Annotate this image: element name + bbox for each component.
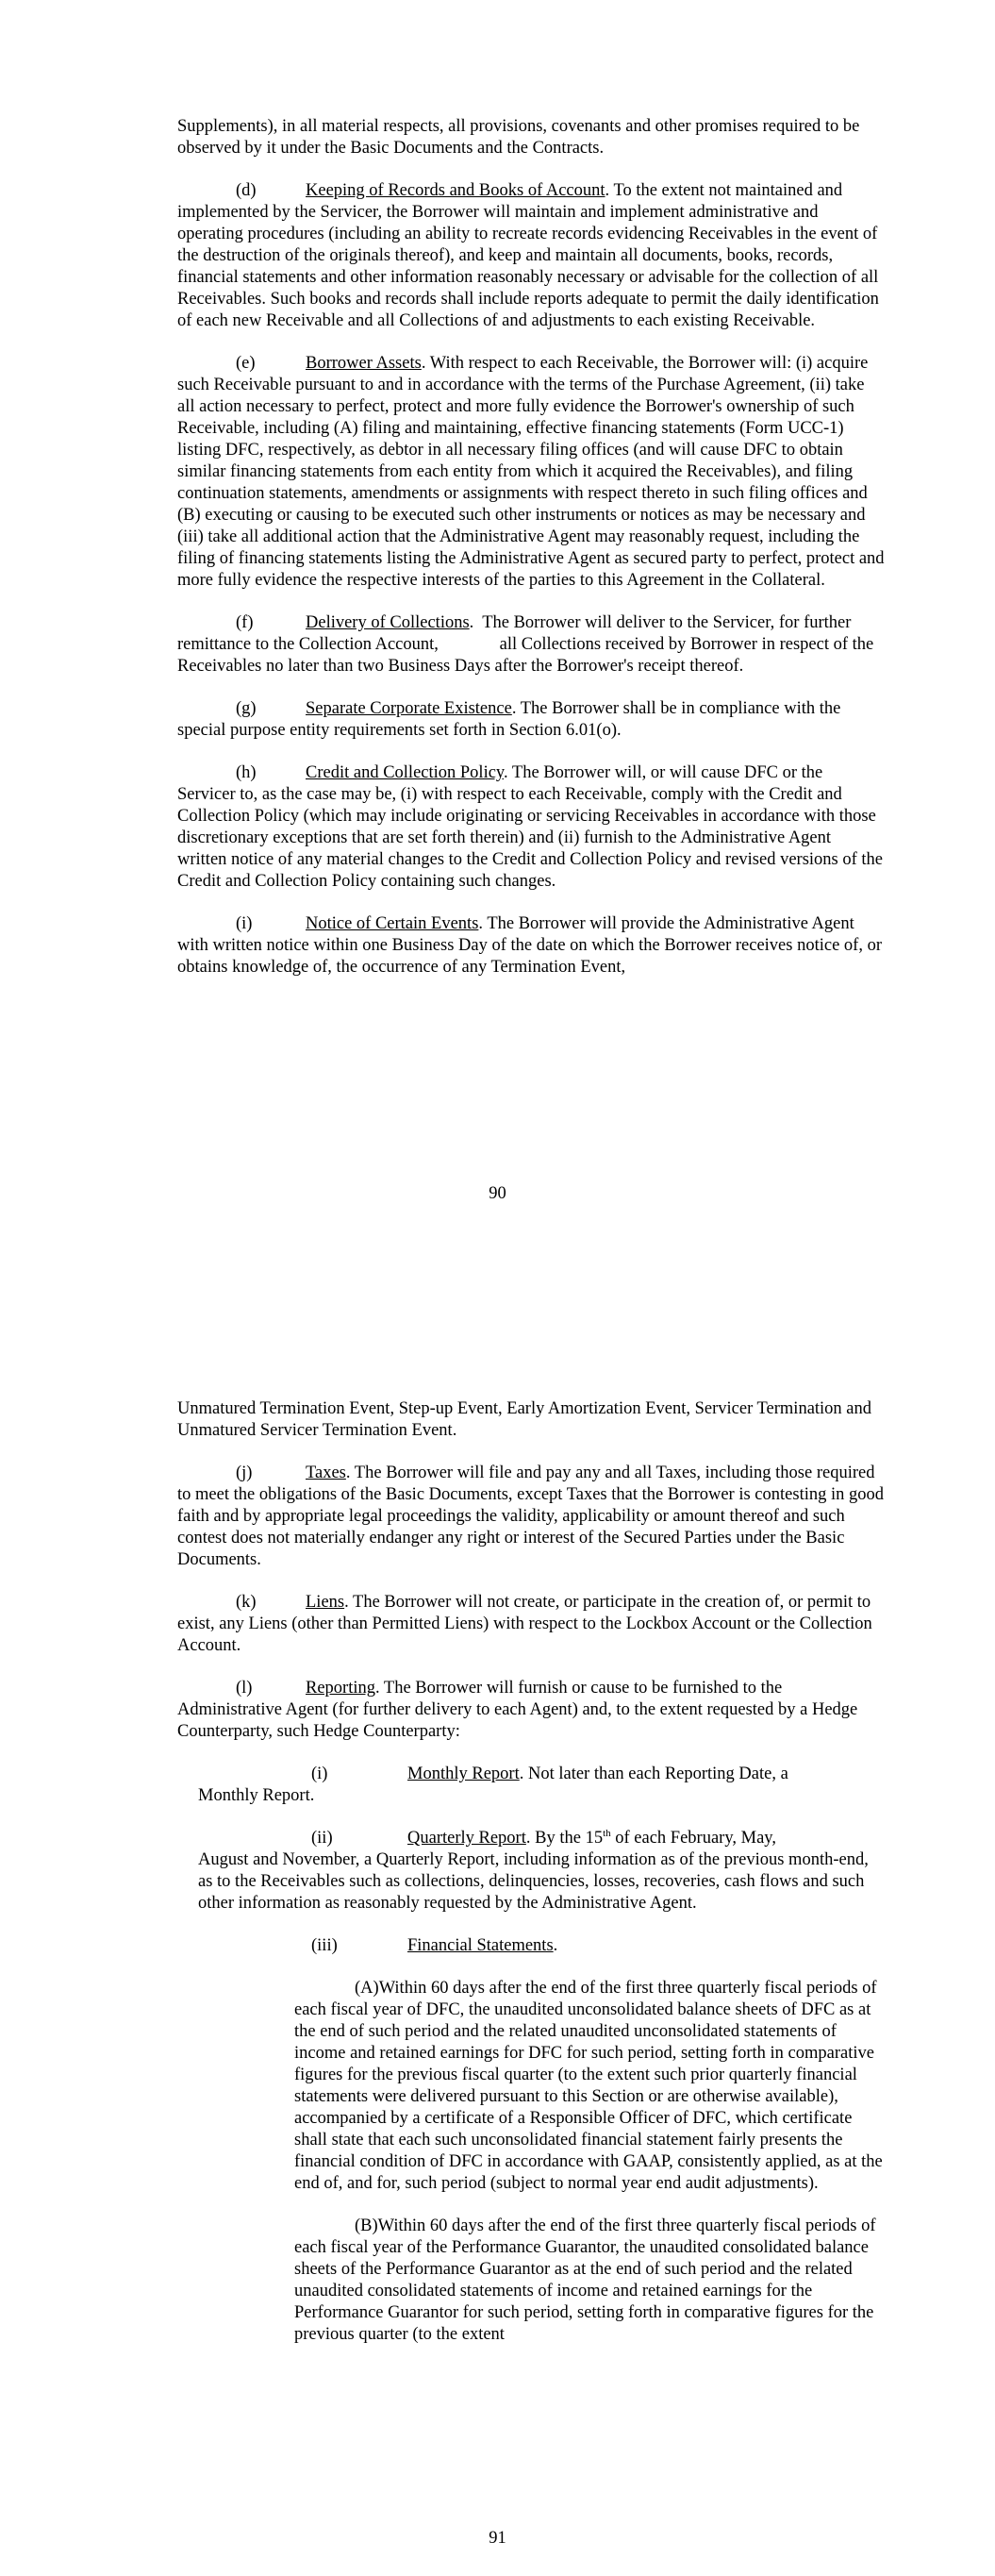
clause-B [294, 2216, 885, 2346]
paragraph-heading: Delivery of Collections [306, 613, 470, 632]
page-number: 90 [489, 1184, 506, 1203]
paragraph-text: . With respect to each Receivable, the Borrower will: (i) acquire such Receivable pursuant to and in accordance with the terms of the Purchase Agreement, (ii) take all action necessary to perfect, protect and more fully evidence the Borrower's ownership of such Receivable, including (A) filing and maintaining, effective financing statements (Form UCC-1) listing DFC, respectively, as debtor in all necessary filing offices (and will cause DFC to obtain similar financing statements from each entity from which it acquired the Receivables), and filing continuation statements, amendments or assignments with respect thereto in such filing offices and (B) executing or causing to be executed such other instruments or notices as may be necessary and (iii) take all additional action that the Administrative Agent may reasonably request, including the filing of financing statements listing the Administrative Agent as secured party to perfect, protect and more fully evidence the respective interests of the parties to this Agreement in the Collateral. [177, 354, 885, 590]
paragraph-label: (l) [236, 1679, 253, 1698]
paragraph-l [177, 1678, 885, 1743]
continuation-paragraph: Supplements), in all material respects, all provisions, covenants and other promises required to be observed by it under the Basic Documents and the Contracts. [177, 117, 860, 158]
paragraph-j [177, 1463, 885, 1571]
subparagraph-heading: Monthly Report [407, 1765, 520, 1783]
subparagraph-label: (ii) [311, 1829, 333, 1848]
paragraph-label: (d) [236, 181, 257, 200]
paragraph-text: . The Borrower will deliver to the Servicer, for further remittance to the Collection Account, all Collections received by Borrower in respect of the Receivables no later than two Business Days after the Borrower's receipt thereof. [177, 613, 878, 676]
paragraph-label: (h) [236, 763, 257, 782]
paragraph-heading: Borrower Assets [306, 354, 422, 373]
paragraph-heading: Separate Corporate Existence [306, 699, 512, 718]
paragraph-heading: Reporting [306, 1679, 375, 1698]
subparagraph-l-iii [311, 1935, 885, 1957]
subparagraph-text-continued: Monthly Report. [198, 1786, 315, 1805]
paragraph-heading: Keeping of Records and Books of Account [306, 181, 605, 200]
paragraph-k [177, 1592, 885, 1657]
clause-text: Within 60 days after the end of the first three quarterly fiscal periods of each fiscal year of DFC, the unaudited unconsolidated balance sheets of DFC as at the end of such period and the related unaudited unconsolidated statements of income and retained earnings for DFC for such period, setting forth in comparative figures for the previous fiscal quarter (to the extent such prior quarterly financial statements were delivered pursuant to this Section or are otherwise available), accompanied by a certificate of a Responsible Officer of DFC, which certificate shall state that each such unconsolidated financial statement fairly presents the financial condition of DFC in accordance with GAAP, consistently applied, as at the end of, and for, such period (subject to normal year end audit adjustments). [294, 1979, 883, 2193]
paragraph-d [177, 180, 885, 332]
page-91 [0, 1288, 995, 2576]
page-body [177, 116, 885, 999]
paragraph-i [177, 913, 885, 979]
page-body [177, 1398, 885, 2367]
paragraph-heading: Taxes [306, 1464, 346, 1482]
clause-A [294, 1978, 885, 2195]
subparagraph-text: of each February, May, [610, 1829, 776, 1848]
clause-text: Within 60 days after the end of the first three quarterly fiscal periods of each fiscal year of the Performance Guarantor, the unaudited consolidated balance sheets of the Performance Guarantor as at the end of such period and the related unaudited consolidated statements of income and retained earnings for the Performance Guarantor for such period, setting forth in comparative figures for the previous quarter (to the extent [294, 2216, 876, 2344]
clause-label: (B) [355, 2216, 378, 2235]
subparagraph-text: . By the 15 [525, 1829, 604, 1848]
subparagraph-heading: Quarterly Report [407, 1829, 526, 1848]
subparagraph-text-continued: August and November, a Quarterly Report, including information as of the previous month-end, as to the Receivables such as collections, delinquencies, losses, recoveries, cash flows and such other information as reasonably requested by the Administrative Agent. [198, 1850, 869, 1913]
paragraph-heading: Liens [306, 1593, 345, 1612]
paragraph-heading: Notice of Certain Events [306, 914, 479, 933]
paragraph-text: . The Borrower will, or will cause DFC or the Servicer to, as the case may be, (i) with respect to each Receivable, comply with the Credit and Collection Policy (which may include originating or servicing Receivables in accordance with those discretionary exceptions that are set forth therein) and (ii) furnish to the Administrative Agent written notice of any material changes to the Credit and Collection Policy and revised versions of the Credit and Collection Policy containing such changes. [177, 763, 884, 891]
subparagraph-heading: Financial Statements [407, 1936, 554, 1955]
paragraph-f [177, 612, 885, 677]
paragraph-g [177, 698, 885, 742]
paragraph-text: . The Borrower will file and pay any and all Taxes, including those required to meet the obligations of the Basic Documents, except Taxes that the Borrower is contesting in good faith and by appropriate legal proceedings the validity, applicability or amount thereof and such contest does not materially endanger any right or interest of the Secured Parties under the Basic Documents. [177, 1464, 884, 1569]
paragraph-text: . The Borrower shall be in compliance with the special purpose entity requirements set forth in Section 6.01(o). [177, 699, 841, 740]
subparagraph-label: (iii) [311, 1936, 338, 1955]
paragraph-label: (e) [236, 354, 256, 373]
paragraph-text: . The Borrower will provide the Administrative Agent with written notice within one Business Day of the date on which the Borrower receives notice of, or obtains knowledge of, the occurrence of any Termination Event, [177, 914, 882, 977]
subparagraph-text: . [553, 1936, 558, 1955]
subparagraph-l-i [198, 1764, 885, 1807]
subparagraph-text: . Not later than each Reporting Date, a [519, 1765, 788, 1783]
paragraph-h [177, 762, 885, 893]
paragraph-label: (i) [236, 914, 253, 933]
paragraph-text: . The Borrower will furnish or cause to be furnished to the Administrative Agent (for further delivery to each Agent) and, to the extent requested by a Hedge Counterparty, such Hedge Counterparty: [177, 1679, 858, 1741]
paragraph-heading: Credit and Collection Policy [306, 763, 504, 782]
continuation-paragraph: Unmatured Termination Event, Step-up Event, Early Amortization Event, Servicer Termination and Unmatured Servicer Termination Event. [177, 1399, 872, 1440]
paragraph-label: (k) [236, 1593, 257, 1612]
paragraph-label: (j) [236, 1464, 253, 1482]
paragraph-text: . To the extent not maintained and implemented by the Servicer, the Borrower will maintain and implement administrative and operating procedures (including an ability to recreate records evidencing Receivables in the event of the destruction of the originals thereof), and keep and maintain all documents, books, records, financial statements and other information reasonably necessary or advisable for the collection of all Receivables. Such books and records shall include reports adequate to permit the daily identification of each new Receivable and all Collections of and adjustments to each existing Receivable. [177, 181, 879, 330]
subparagraph-l-ii [198, 1828, 885, 1915]
paragraph-label: (f) [236, 613, 254, 632]
clause-label: (A) [355, 1979, 379, 1998]
page-number: 91 [489, 2529, 506, 2548]
subparagraph-label: (i) [311, 1765, 328, 1783]
paragraph-text: . The Borrower will not create, or participate in the creation of, or permit to exist, any Liens (other than Permitted Liens) with respect to the Lockbox Account or the Collection Account. [177, 1593, 872, 1655]
ordinal-suffix: th [603, 1827, 611, 1839]
paragraph-e [177, 353, 885, 592]
paragraph-label: (g) [236, 699, 257, 718]
